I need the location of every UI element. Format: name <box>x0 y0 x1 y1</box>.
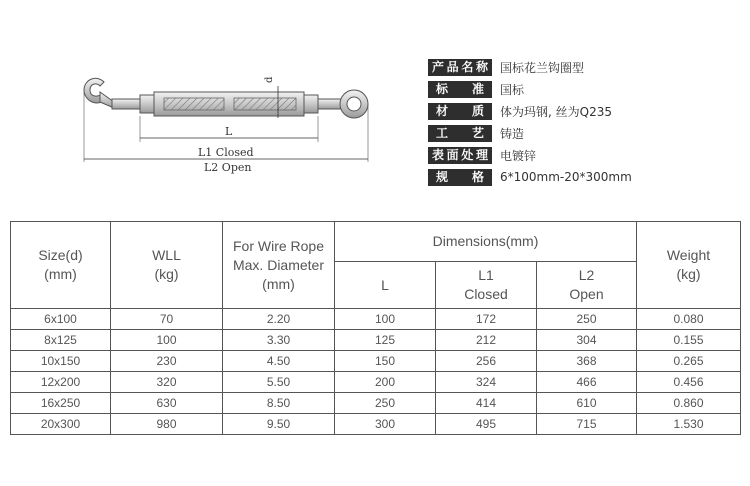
spec-value: 铸造 <box>500 126 525 141</box>
cell-L: 100 <box>335 309 436 330</box>
table-row <box>11 309 741 330</box>
header-wll: WLL (kg) <box>111 222 223 309</box>
cell-rope-diameter: 3.30 <box>223 330 335 351</box>
cell-wll: 630 <box>111 393 223 414</box>
table-row <box>11 330 741 351</box>
cell-L1: 212 <box>436 330 537 351</box>
cell-weight: 0.860 <box>637 393 741 414</box>
spec-label: 规 格 <box>428 169 492 186</box>
cell-rope-diameter: 8.50 <box>223 393 335 414</box>
cell-L: 200 <box>335 372 436 393</box>
cell-L2: 368 <box>537 351 637 372</box>
spec-row <box>428 100 632 122</box>
cell-L: 250 <box>335 393 436 414</box>
table-row <box>11 351 741 372</box>
cell-L2: 715 <box>537 414 637 435</box>
table-row <box>11 372 741 393</box>
cell-size: 6x100 <box>11 309 111 330</box>
table-row <box>11 414 741 435</box>
dimension-L2-label: L2 Open <box>204 161 252 174</box>
cell-weight: 0.155 <box>637 330 741 351</box>
cell-rope-diameter: 5.50 <box>223 372 335 393</box>
cell-L2: 610 <box>537 393 637 414</box>
cell-L2: 304 <box>537 330 637 351</box>
cell-L: 125 <box>335 330 436 351</box>
spec-row <box>428 56 632 78</box>
turnbuckle-diagram <box>70 62 390 182</box>
cell-L1: 324 <box>436 372 537 393</box>
spec-value: 国标 <box>500 82 525 97</box>
cell-L: 150 <box>335 351 436 372</box>
cell-L1: 172 <box>436 309 537 330</box>
cell-size: 16x250 <box>11 393 111 414</box>
spec-value: 6*100mm-20*300mm <box>500 170 632 184</box>
dimension-d-label: d <box>264 76 275 83</box>
cell-weight: 0.265 <box>637 351 741 372</box>
spec-row <box>428 122 632 144</box>
cell-rope-diameter: 4.50 <box>223 351 335 372</box>
cell-weight: 0.456 <box>637 372 741 393</box>
header-L1: L1 Closed <box>436 262 537 309</box>
cell-weight: 0.080 <box>637 309 741 330</box>
cell-wll: 320 <box>111 372 223 393</box>
spec-label: 产 品 名 称 <box>428 59 492 76</box>
cell-L2: 250 <box>537 309 637 330</box>
cell-rope-diameter: 9.50 <box>223 414 335 435</box>
cell-wll: 230 <box>111 351 223 372</box>
cell-size: 8x125 <box>11 330 111 351</box>
spec-label: 标 准 <box>428 81 492 98</box>
header-L: L <box>335 262 436 309</box>
cell-size: 12x200 <box>11 372 111 393</box>
dimension-L-label: L <box>225 125 233 138</box>
table-row <box>11 393 741 414</box>
header-size: Size(d) (mm) <box>11 222 111 309</box>
spec-label: 材 质 <box>428 103 492 120</box>
spec-row <box>428 78 632 100</box>
cell-L2: 466 <box>537 372 637 393</box>
table-body <box>11 309 741 435</box>
cell-L1: 256 <box>436 351 537 372</box>
spec-label: 工 艺 <box>428 125 492 142</box>
cell-weight: 1.530 <box>637 414 741 435</box>
spec-row <box>428 166 632 188</box>
spec-list <box>428 56 632 188</box>
dimensions-table <box>10 221 741 435</box>
spec-value: 体为玛钢, 丝为Q235 <box>500 104 612 119</box>
cell-wll: 70 <box>111 309 223 330</box>
spec-value: 国标花兰钩圈型 <box>500 60 585 75</box>
cell-rope-diameter: 2.20 <box>223 309 335 330</box>
dimension-L1-label: L1 Closed <box>198 146 254 159</box>
cell-size: 20x300 <box>11 414 111 435</box>
cell-size: 10x150 <box>11 351 111 372</box>
header-L2: L2 Open <box>537 262 637 309</box>
cell-L: 300 <box>335 414 436 435</box>
cell-wll: 100 <box>111 330 223 351</box>
cell-L1: 495 <box>436 414 537 435</box>
spec-value: 电镀锌 <box>500 148 537 163</box>
spec-row <box>428 144 632 166</box>
header-rope-diameter: For Wire Rope Max. Diameter (mm) <box>223 222 335 309</box>
header-weight: Weight (kg) <box>637 222 741 309</box>
spec-label: 表 面 处 理 <box>428 147 492 164</box>
header-dimensions: Dimensions(mm) <box>335 222 637 262</box>
cell-L1: 414 <box>436 393 537 414</box>
cell-wll: 980 <box>111 414 223 435</box>
